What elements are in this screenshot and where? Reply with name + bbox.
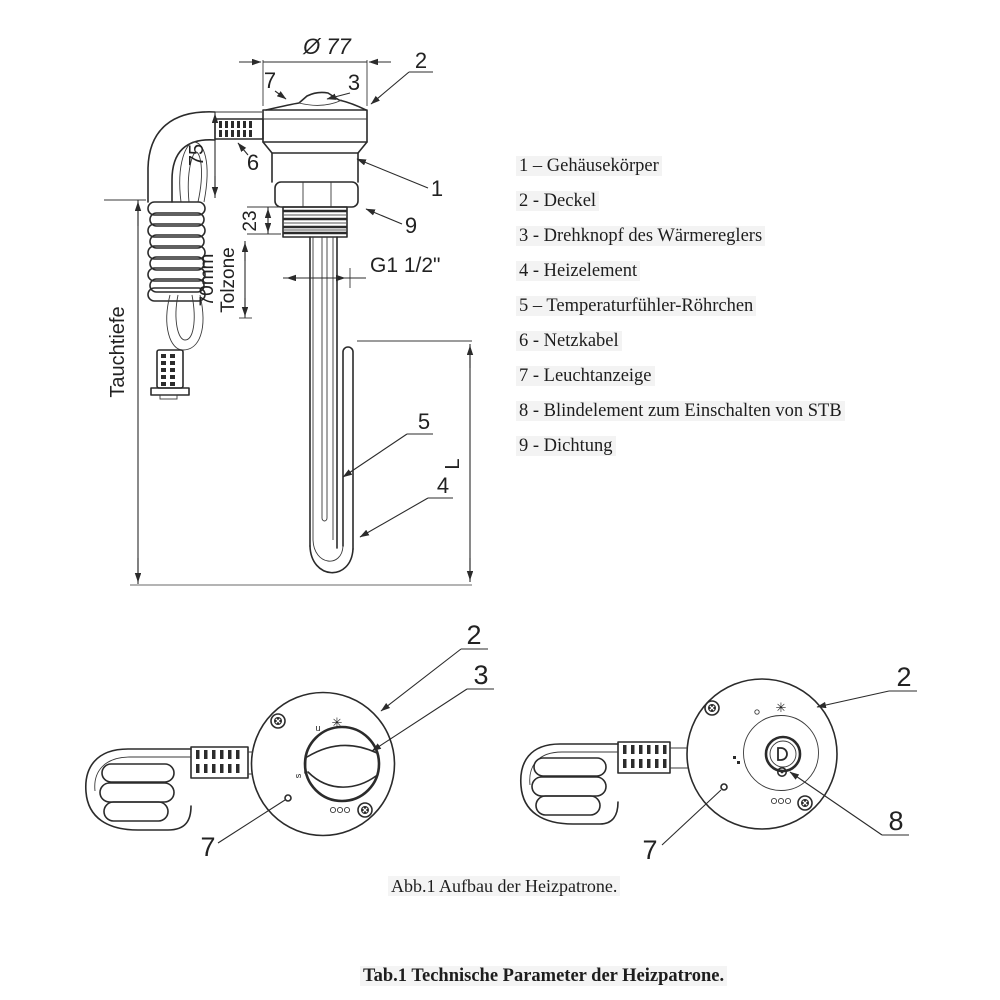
dim-l-label: L (442, 458, 464, 470)
callout-5: 5 (417, 409, 431, 434)
legend-item-1: 1 – Gehäusekörper (516, 149, 936, 184)
legend-item-2: 2 - Deckel (516, 184, 936, 219)
strain-relief-ribs (219, 121, 252, 137)
snowflake-icon: ✳ (331, 715, 343, 730)
plug (151, 350, 189, 399)
front-view-with-blind-element (521, 662, 917, 865)
callout-9: 9 (404, 213, 418, 238)
legend-item-8: 8 - Blindelement zum Einschalten von STB (516, 394, 936, 429)
left-view-callouts (200, 620, 494, 862)
callout-1: 1 (430, 176, 444, 201)
vent-holes (330, 807, 349, 812)
heater-head (263, 92, 367, 237)
dim-23-label: 23 (240, 210, 261, 232)
screw (705, 701, 719, 715)
dim-thread-length (240, 207, 281, 234)
vent-holes (771, 798, 790, 803)
legend-item-4: 4 - Heizelement (516, 254, 936, 289)
dim-diameter (239, 34, 391, 106)
scale-marks (733, 756, 740, 764)
callout-3: 3 (473, 660, 489, 690)
callout-4: 4 (436, 473, 450, 498)
dim-element-length (357, 341, 472, 582)
thermostat-knob (305, 727, 379, 801)
scale-mark-u: u (315, 723, 321, 733)
main-section-view (104, 34, 472, 585)
screw (798, 796, 812, 810)
dim-g-label: G1 1/2" (370, 254, 441, 277)
dim-thread-size (283, 254, 441, 288)
legend-item-6: 6 - Netzkabel (516, 324, 936, 359)
main-view-callouts (238, 48, 453, 537)
cord-left-view (86, 747, 253, 830)
figure-caption: Abb.1 Aufbau der Heizpatrone. (388, 876, 620, 897)
snowflake-icon: ✳ (775, 700, 787, 715)
legend-item-7: 7 - Leuchtanzeige (516, 359, 936, 394)
callout-8: 8 (888, 806, 904, 836)
right-view-callouts (642, 662, 917, 865)
table-caption: Tab.1 Technische Parameter der Heizpatrone. (360, 966, 727, 987)
callout-7: 7 (642, 835, 658, 865)
cord-right-view (521, 742, 688, 824)
scale-mark-s: s (293, 773, 303, 779)
callout-7: 7 (200, 832, 216, 862)
callout-6: 6 (246, 150, 260, 175)
front-view-with-knob (86, 620, 494, 862)
legend-item-9: 9 - Dichtung (516, 429, 936, 464)
dim-diameter-label: Ø 77 (303, 34, 351, 59)
thread-section (283, 207, 347, 237)
legend-item-5: 5 – Temperaturfühler-Röhrchen (516, 289, 936, 324)
dim-70mm-label: 70mm (197, 253, 218, 307)
dim-tolzone-label: Tolzone (218, 247, 239, 313)
dim-75-label: 75 (186, 143, 208, 167)
callout-3: 3 (347, 70, 361, 95)
led-indicator (285, 795, 291, 801)
screw (271, 714, 285, 728)
dim-tauchtiefe-label: Tauchtiefe (107, 306, 129, 398)
parts-legend (516, 149, 936, 464)
callout-2: 2 (466, 620, 482, 650)
led-indicator (721, 784, 727, 790)
blind-element (766, 737, 800, 776)
heating-element-tubes (310, 237, 353, 573)
legend-item-3: 3 - Drehknopf des Wärmereglers (516, 219, 936, 254)
screw (358, 803, 372, 817)
callout-7: 7 (263, 68, 277, 93)
callout-2: 2 (896, 662, 912, 692)
callout-2: 2 (414, 48, 428, 73)
